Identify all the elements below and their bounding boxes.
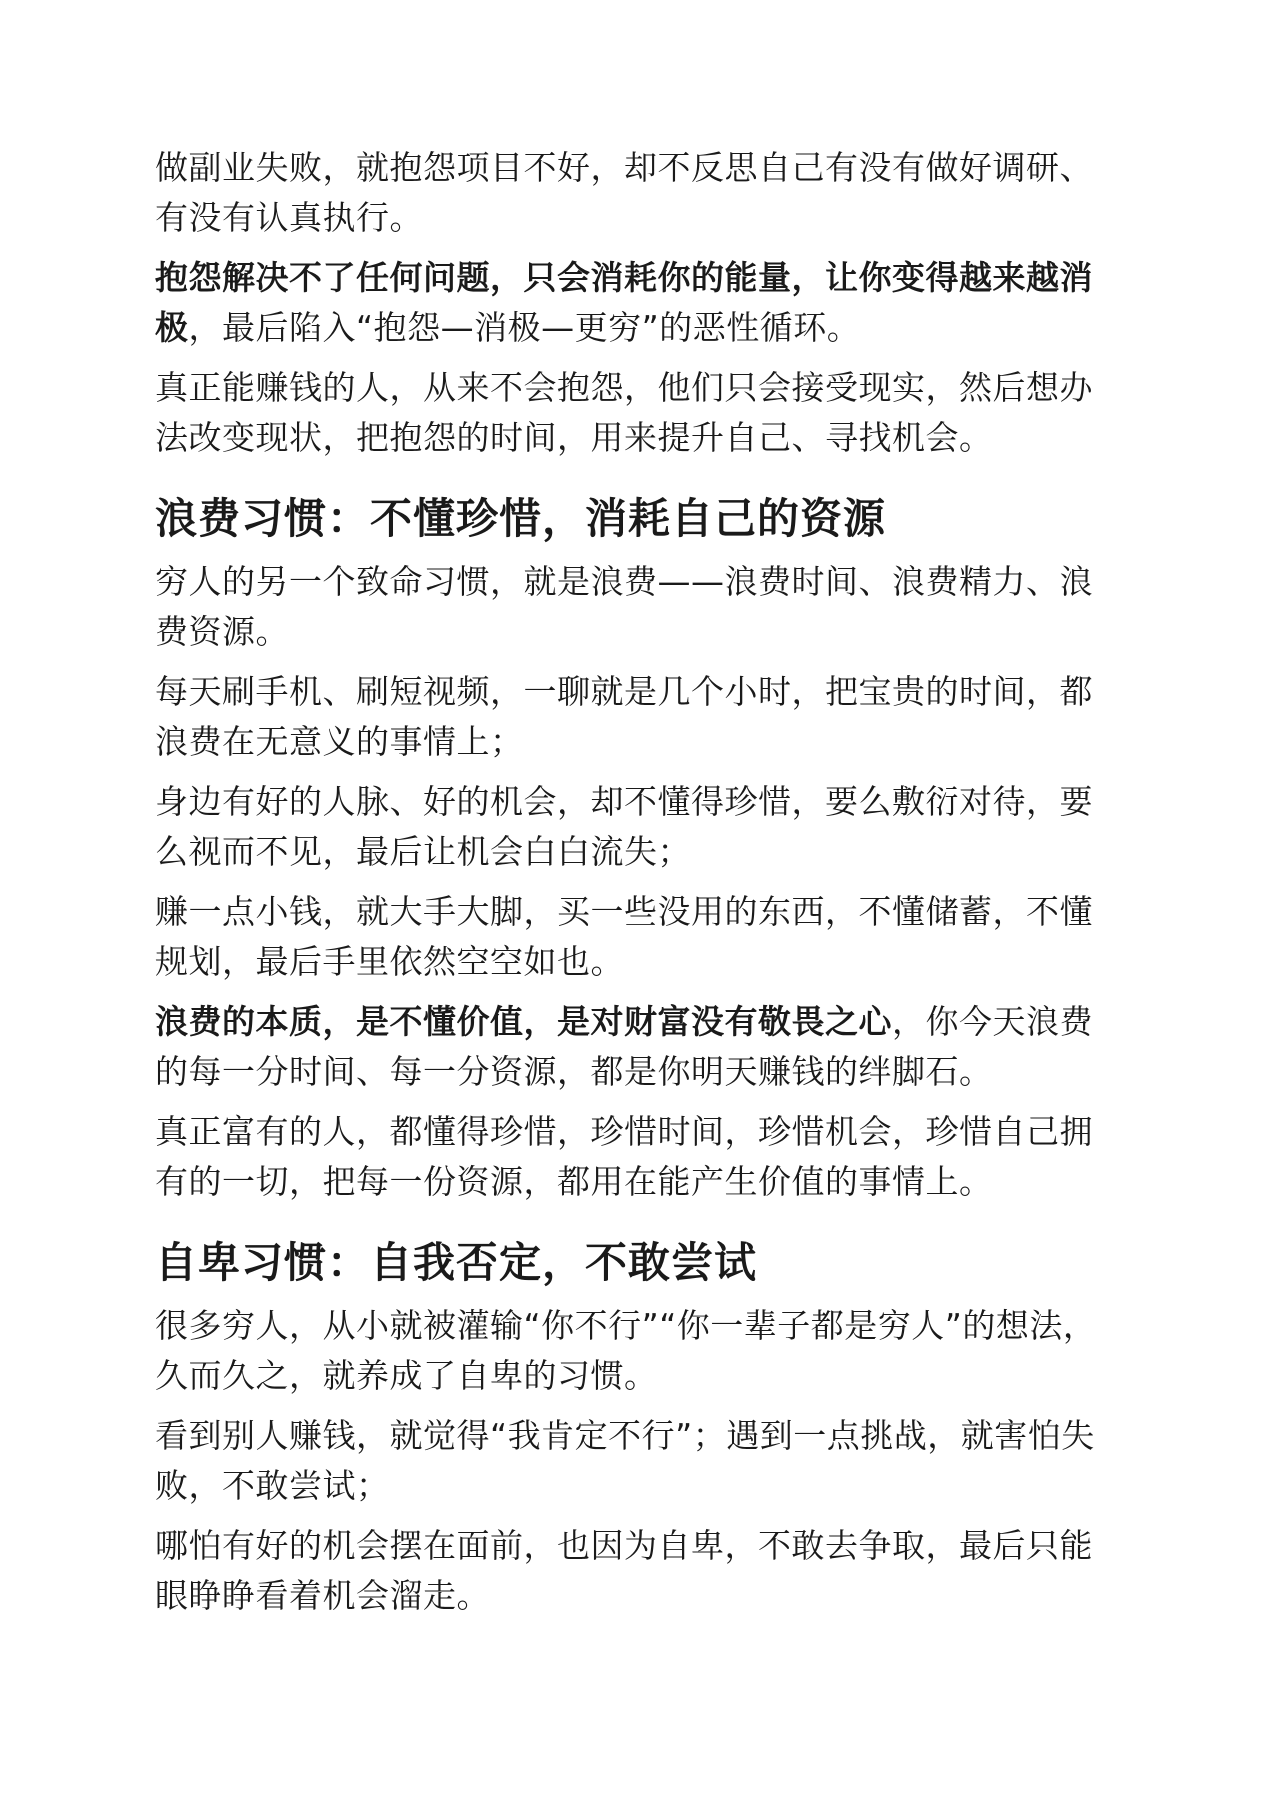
paragraph [155, 253, 1115, 353]
section-heading-inferiority: 自卑习惯：自我否定，不敢尝试 [155, 1238, 758, 1287]
paragraph: 每天刷手机、刷短视频，一聊就是几个小时，把宝贵的时间，都浪费在无意义的事情上； [155, 672, 1093, 761]
paragraph-text: ，最后陷入“抱怨—消极—更穷”的恶性循环。 [188, 308, 861, 347]
paragraph: 看到别人赚钱，就觉得“我肯定不行”；遇到一点挑战，就害怕失败，不敢尝试； [155, 1416, 1095, 1505]
bold-emphasis: 抱怨解决不了任何问题，只会消耗你的能量，让你变得越来越消极 [155, 258, 1093, 347]
paragraph: 很多穷人，从小就被灌输“你不行”“你一辈子都是穷人”的想法，久而久之，就养成了自卑的习惯。 [155, 1306, 1097, 1395]
paragraph [155, 997, 1115, 1097]
paragraph: 身边有好的人脉、好的机会，却不懂得珍惜，要么敷衍对待，要么视而不见，最后让机会白白流失； [155, 782, 1093, 871]
paragraph: 真正能赚钱的人，从来不会抱怨，他们只会接受现实，然后想办法改变现状，把抱怨的时间，用来提升自己、寻找机会。 [155, 368, 1093, 457]
paragraph-text: ，你今天浪费的每一分时间、每一分资源，都是你明天赚钱的绊脚石。 [155, 1002, 1093, 1091]
paragraph: 做副业失败，就抱怨项目不好，却不反思自己有没有做好调研、有没有认真执行。 [155, 148, 1093, 237]
paragraph: 穷人的另一个致命习惯，就是浪费——浪费时间、浪费精力、浪费资源。 [155, 562, 1093, 651]
paragraph: 赚一点小钱，就大手大脚，买一些没用的东西，不懂储蓄，不懂规划，最后手里依然空空如也。 [155, 892, 1093, 981]
paragraph: 哪怕有好的机会摆在面前，也因为自卑，不敢去争取，最后只能眼睁睁看着机会溜走。 [155, 1526, 1093, 1615]
article-body [155, 143, 1115, 1631]
paragraph: 真正富有的人，都懂得珍惜，珍惜时间，珍惜机会，珍惜自己拥有的一切，把每一份资源，都用在能产生价值的事情上。 [155, 1112, 1093, 1201]
section-heading-waste: 浪费习惯：不懂珍惜，消耗自己的资源 [155, 494, 887, 543]
bold-emphasis: 浪费的本质，是不懂价值，是对财富没有敬畏之心 [155, 1002, 892, 1041]
